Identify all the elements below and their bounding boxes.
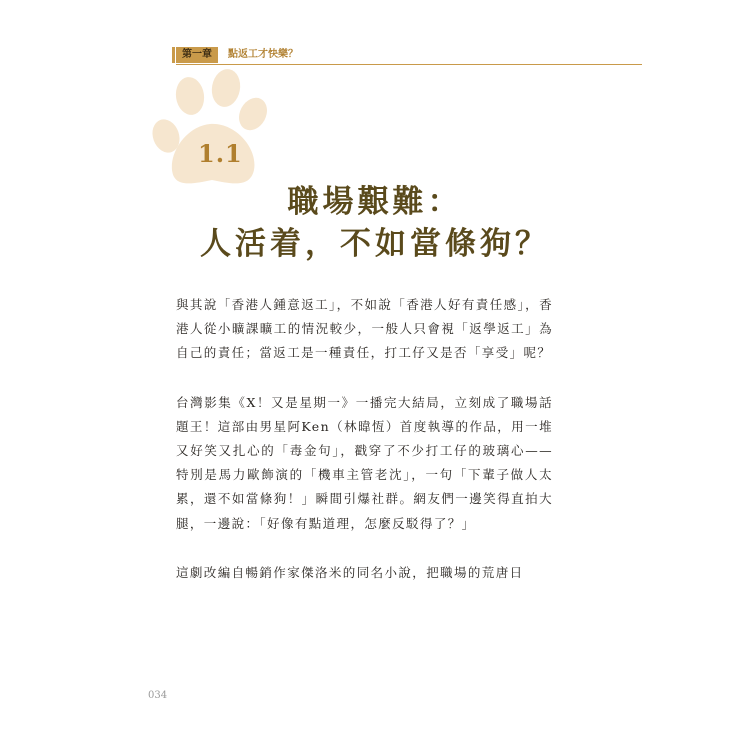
chapter-tab: 第一章	[176, 47, 218, 63]
paragraph-1: 與其說「香港人鍾意返工」，不如說「香港人好有責任感」，香港人從小曠課曠工的情況較少，一般人只會視「返學返工」為自己的責任；當返工是一種責任，打工仔又是否「享受」呢？	[176, 297, 553, 361]
header-rule	[176, 64, 642, 65]
headline-line-2: 人活着，不如當條狗？	[200, 226, 550, 262]
section-number: 1.1	[198, 139, 243, 168]
paragraph-2: 台灣影集《X！又是星期一》一播完大結局，立刻成了職場話題王！這部由男星阿Ken（林暐恆）首度執導的作品，用一堆又好笑又扎心的「毒金句」，戳穿了不少打工仔的玻璃心——特別是馬力歐飾演的「機車主管老沈」，一句「下輩子做人太累，還不如當條狗！」瞬間引爆社群。網友們一邊笑得直拍大腿，一邊說：「好像有點道理，怎麼反駁得了？」	[176, 394, 553, 531]
chapter-title: 點返工才快樂？	[228, 49, 298, 60]
paragraph-3: 這劇改編自暢銷作家傑洛米的同名小說，把職場的荒唐日	[176, 564, 524, 580]
body-text	[176, 293, 553, 610]
headline-line-1: 職場艱難：	[287, 184, 463, 220]
page-number: 034	[148, 690, 168, 701]
paw-print-icon	[150, 66, 275, 191]
